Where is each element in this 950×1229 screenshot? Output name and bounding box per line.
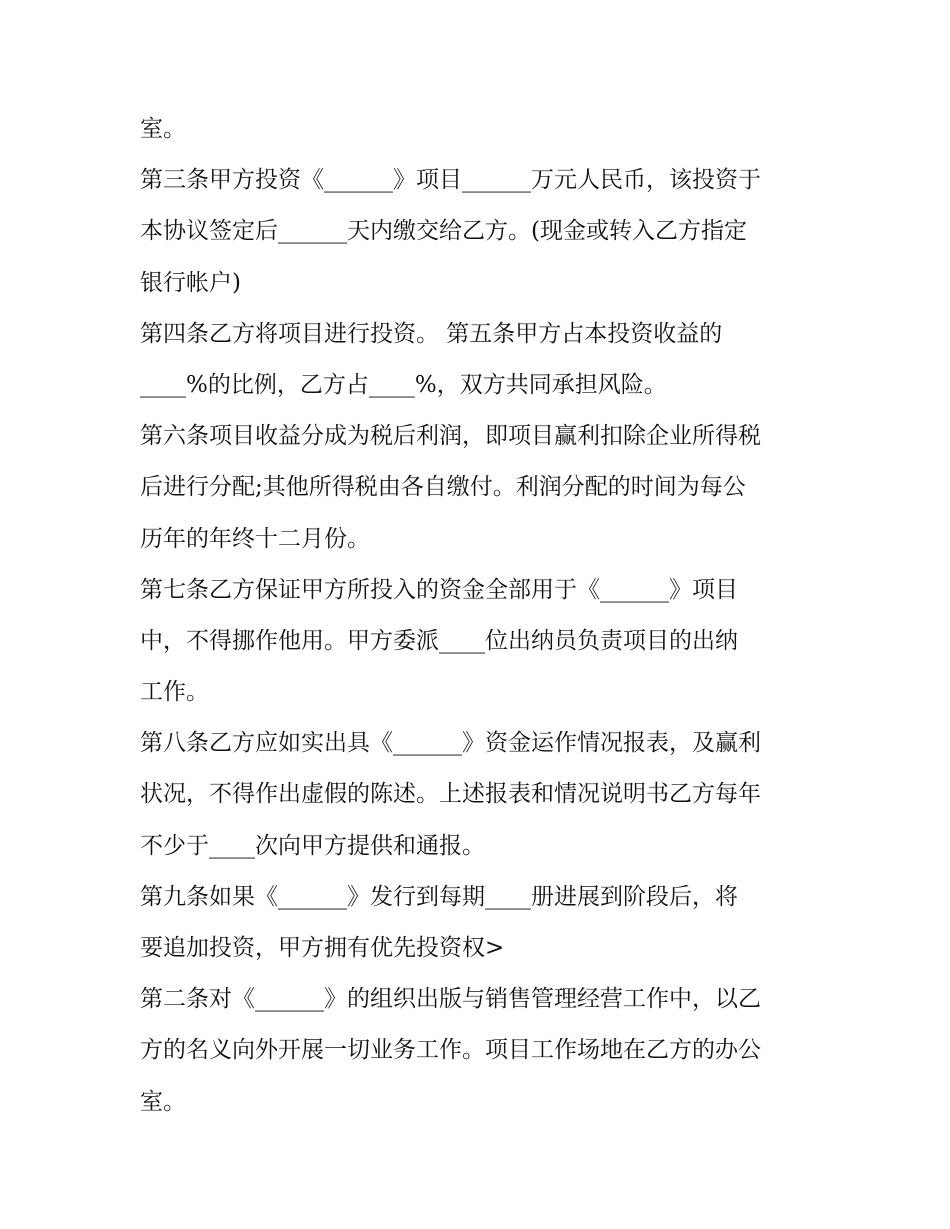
- text-line: 第七条乙方保证甲方所投入的资金全部用于《______》项目: [140, 576, 738, 603]
- text-line: 室。: [140, 116, 186, 142]
- text-line: 后进行分配;其他所得税由各自缴付。利润分配的时间为每公: [140, 474, 746, 501]
- text-line: 第三条甲方投资《______》项目______万元人民币，该投资于: [140, 167, 761, 194]
- text-line: 状况，不得作出虚假的陈述。上述报表和情况说明书乙方每年: [140, 781, 761, 808]
- text-line: 方的名义向外开展一切业务工作。项目工作场地在乙方的办公: [140, 1037, 761, 1064]
- text-line: ____%的比例，乙方占____%，双方共同承担风险。: [140, 371, 667, 398]
- text-line: 第八条乙方应如实出具《______》资金运作情况报表，及赢利: [140, 730, 761, 757]
- text-line: 本协议签定后______天内缴交给乙方。(现金或转入乙方指定: [140, 218, 747, 245]
- text-line: 历年的年终十二月份。: [140, 525, 370, 552]
- text-line: 银行帐户): [140, 269, 241, 296]
- text-line: 中，不得挪作他用。甲方委派____位出纳员负责项目的出纳: [140, 627, 738, 654]
- text-line: 室。: [140, 1088, 186, 1115]
- text-line: 第六条项目收益分成为税后利润，即项目赢利扣除企业所得税: [140, 423, 761, 450]
- text-line: 要追加投资，甲方拥有优先投资权>: [140, 935, 505, 961]
- text-line: 第二条对《______》的组织出版与销售管理经营工作中，以乙: [140, 986, 761, 1013]
- text-line: 第四条乙方将项目进行投资。 第五条甲方占本投资收益的: [140, 320, 723, 347]
- text-line: 不少于____次向甲方提供和通报。: [140, 832, 485, 859]
- text-line: 第九条如果《______》发行到每期____册进展到阶段后，将: [140, 883, 738, 910]
- text-line: 工作。: [140, 679, 209, 706]
- document-body: [140, 104, 820, 1128]
